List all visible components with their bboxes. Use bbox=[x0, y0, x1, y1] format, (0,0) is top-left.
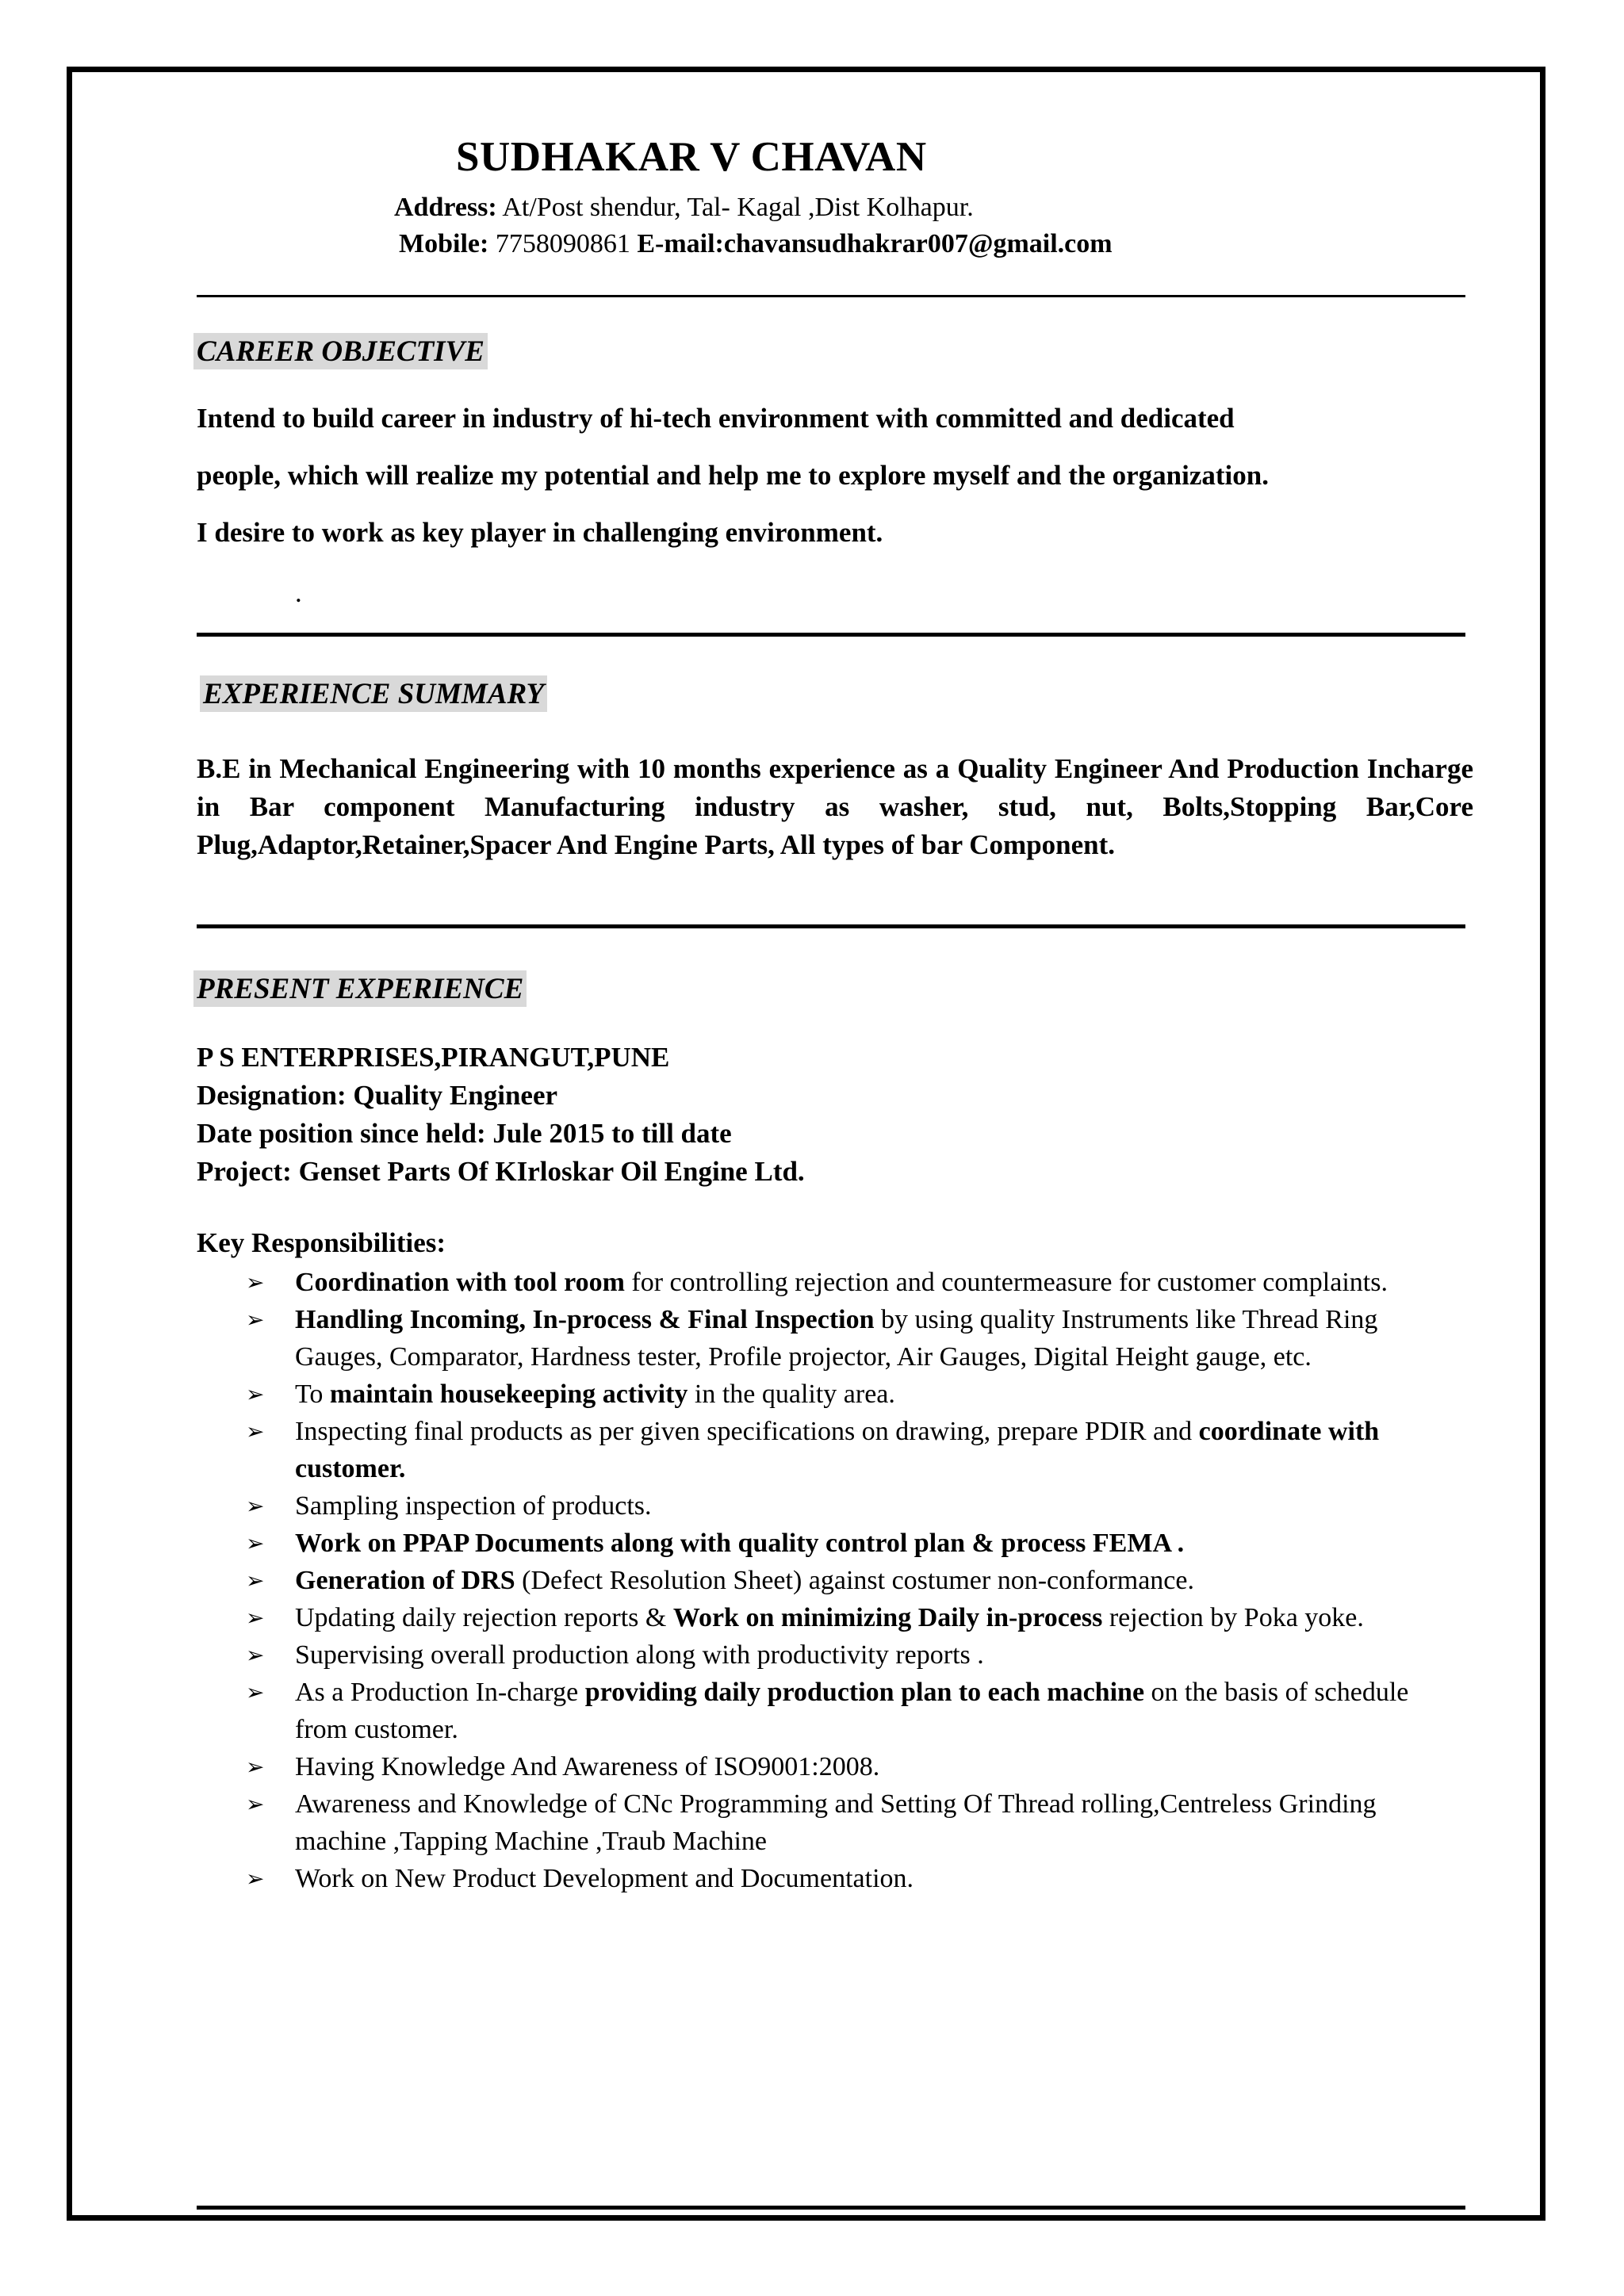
arrow-bullet-icon: ➢ bbox=[246, 1307, 265, 1333]
responsibilities-label: Key Responsibilities: bbox=[197, 1227, 446, 1258]
arrow-bullet-icon: ➢ bbox=[246, 1567, 265, 1594]
email-label: E-mail: bbox=[637, 229, 724, 258]
arrow-bullet-icon: ➢ bbox=[246, 1605, 265, 1631]
arrow-bullet-icon: ➢ bbox=[246, 1530, 265, 1556]
list-item: ➢ Coordination with tool room for controlling rejection and countermeasure for customer complaints. bbox=[246, 1264, 1467, 1301]
list-item: ➢ As a Production In-charge providing daily production plan to each machine on the basis of schedule from customer. bbox=[246, 1674, 1467, 1748]
list-item: ➢ To maintain housekeeping activity in the quality area. bbox=[246, 1376, 1467, 1413]
responsibilities-list bbox=[246, 1264, 1467, 1897]
candidate-name: SUDHAKAR V CHAVAN bbox=[456, 134, 927, 180]
arrow-bullet-icon: ➢ bbox=[246, 1791, 265, 1817]
mobile-value: 7758090861 bbox=[495, 229, 630, 258]
arrow-bullet-icon: ➢ bbox=[246, 1754, 265, 1780]
divider-summary bbox=[197, 924, 1465, 928]
contact-line bbox=[399, 229, 1113, 259]
arrow-bullet-icon: ➢ bbox=[246, 1493, 265, 1519]
address-line bbox=[394, 193, 974, 223]
list-item: ➢ Having Knowledge And Awareness of ISO9001:2008. bbox=[246, 1748, 1467, 1785]
divider-footer bbox=[197, 2206, 1465, 2210]
address-value: At/Post shendur, Tal- Kagal ,Dist Kolhapur. bbox=[502, 193, 974, 222]
list-item: ➢ Awareness and Knowledge of CNc Programming and Setting Of Thread rolling,Centreless Grinding machine ,Tapping Machine ,Traub Machine bbox=[246, 1785, 1467, 1860]
list-item: ➢ Work on New Product Development and Documentation. bbox=[246, 1860, 1467, 1897]
designation: Designation: Quality Engineer bbox=[197, 1080, 558, 1111]
list-item: ➢ Generation of DRS (Defect Resolution Sheet) against costumer non-conformance. bbox=[246, 1562, 1467, 1599]
objective-line-1: Intend to build career in industry of hi-tech environment with committed and dedicated bbox=[197, 403, 1235, 434]
present-experience-heading: PRESENT EXPERIENCE bbox=[193, 970, 527, 1007]
arrow-bullet-icon: ➢ bbox=[246, 1269, 265, 1295]
list-item: ➢ Supervising overall production along with productivity reports . bbox=[246, 1636, 1467, 1674]
arrow-bullet-icon: ➢ bbox=[246, 1418, 265, 1445]
divider-objective bbox=[197, 633, 1465, 637]
list-item: ➢ Handling Incoming, In-process & Final Inspection by using quality Instruments like Thread Ring Gauges, Comparator, Hardness tester, Profile projector, Air Gauges, Digital Height gauge, etc. bbox=[246, 1301, 1467, 1376]
list-item: ➢ Updating daily rejection reports & Work on minimizing Daily in-process rejection by Poka yoke. bbox=[246, 1599, 1467, 1636]
career-objective-heading: CAREER OBJECTIVE bbox=[193, 333, 488, 369]
company-name: P S ENTERPRISES,PIRANGUT,PUNE bbox=[197, 1042, 670, 1073]
objective-trailing-dot: . bbox=[295, 577, 302, 608]
list-item: ➢ Inspecting final products as per given specifications on drawing, prepare PDIR and coordinate with customer. bbox=[246, 1413, 1467, 1487]
experience-summary-text: B.E in Mechanical Engineering with 10 months experience as a Quality Engineer And Production Incharge in Bar component Manufacturing industry as washer, stud, nut, Bolts,Stopping Bar,Core Plug,Adaptor,Retainer,Spacer And Engine Parts, All types of bar Component. bbox=[197, 753, 1473, 860]
mobile-label: Mobile: bbox=[399, 229, 489, 258]
experience-summary-heading: EXPERIENCE SUMMARY bbox=[200, 675, 547, 712]
position-date: Date position since held: Jule 2015 to till date bbox=[197, 1118, 732, 1149]
divider-header bbox=[197, 295, 1465, 297]
arrow-bullet-icon: ➢ bbox=[246, 1381, 265, 1407]
email-value: chavansudhakrar007@gmail.com bbox=[723, 229, 1113, 258]
project: Project: Genset Parts Of KIrloskar Oil Engine Ltd. bbox=[197, 1156, 805, 1187]
address-label: Address: bbox=[394, 193, 497, 222]
objective-line-3: I desire to work as key player in challenging environment. bbox=[197, 517, 883, 548]
objective-line-2: people, which will realize my potential and help me to explore myself and the organization. bbox=[197, 460, 1269, 491]
list-item: ➢ Sampling inspection of products. bbox=[246, 1487, 1467, 1525]
arrow-bullet-icon: ➢ bbox=[246, 1642, 265, 1668]
arrow-bullet-icon: ➢ bbox=[246, 1679, 265, 1705]
arrow-bullet-icon: ➢ bbox=[246, 1866, 265, 1892]
list-item: ➢ Work on PPAP Documents along with quality control plan & process FEMA . bbox=[246, 1525, 1467, 1562]
